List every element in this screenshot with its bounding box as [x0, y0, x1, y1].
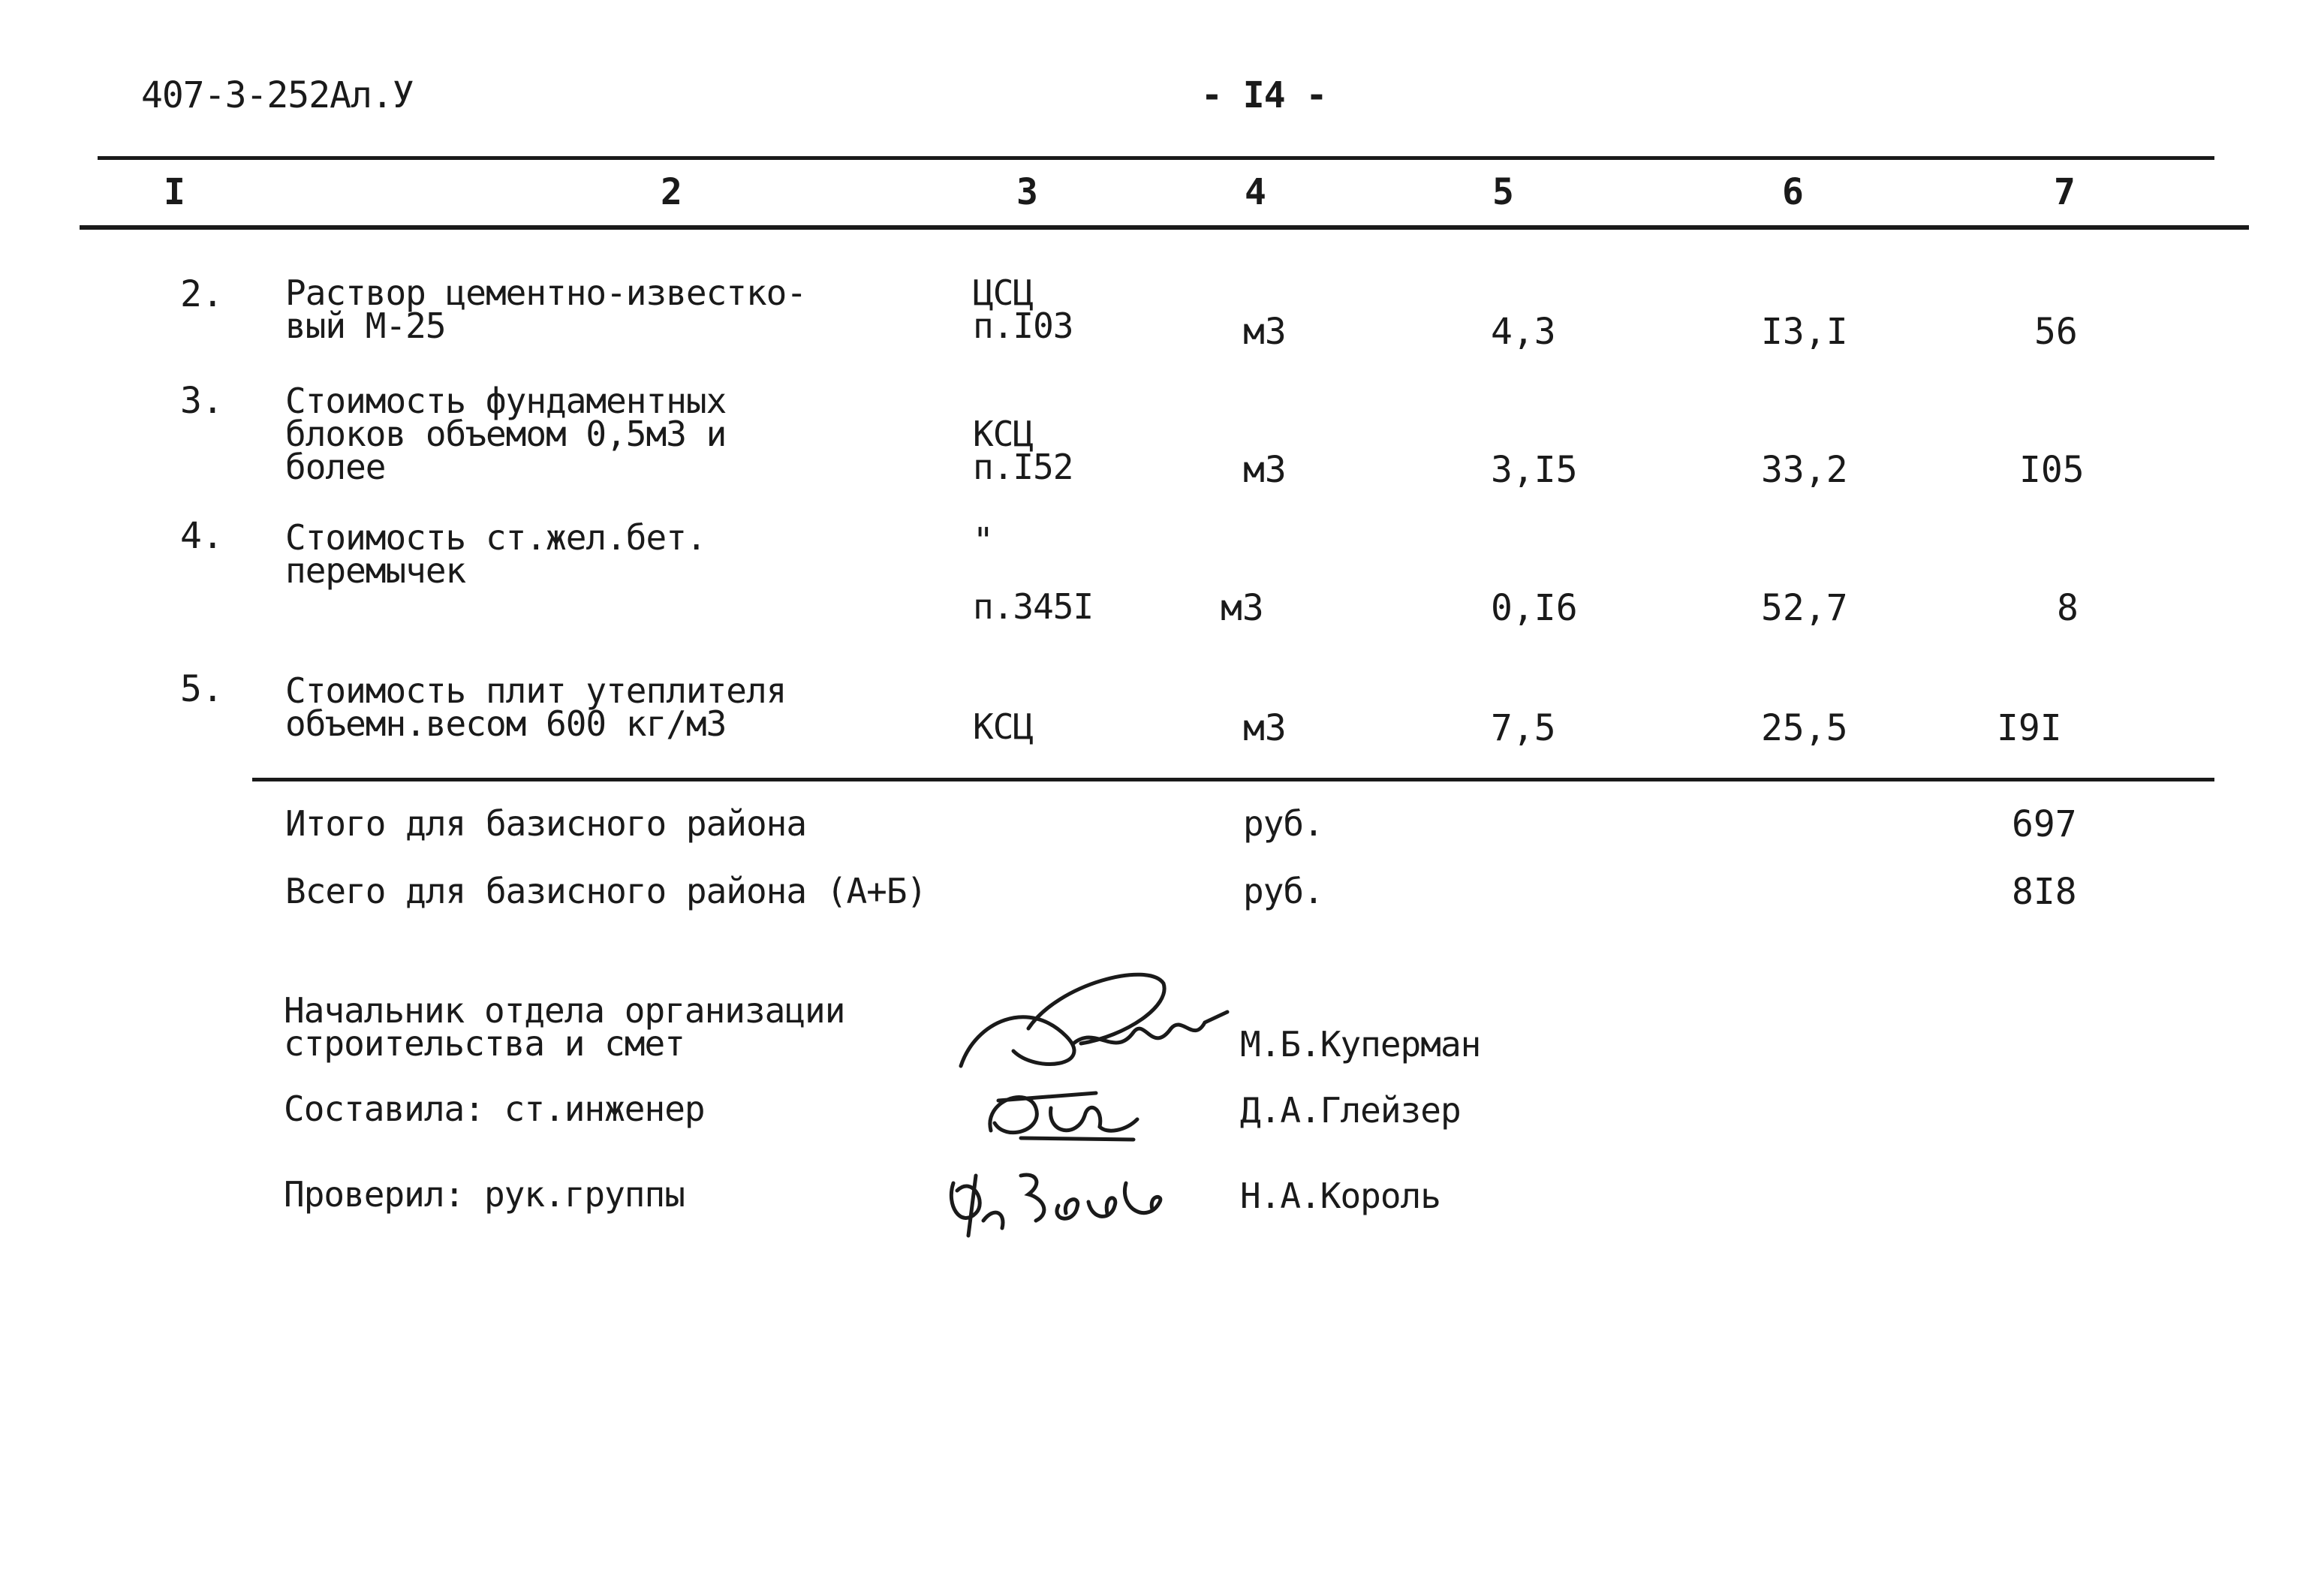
row-total: I05	[2019, 449, 2085, 491]
column-header-2: 2	[661, 171, 682, 213]
totals-value: 697	[2012, 803, 2077, 845]
document-code: 407-3-252Ал.У	[141, 74, 414, 116]
column-header-5: 5	[1492, 171, 1514, 213]
table-top-rule	[98, 156, 2214, 160]
row-description: Стоимость ст.жел.бет. перемычек	[285, 517, 706, 591]
row-price-source: " п.345I	[973, 520, 1094, 627]
header-bottom-rule	[80, 225, 2249, 230]
signature-role: Проверил: рук.группы	[284, 1174, 685, 1215]
row-number: 5.	[180, 668, 224, 710]
row-description: Стоимость плит утеплителя объемн.весом 600 кг/м3	[285, 670, 787, 744]
row-unit: м3	[1243, 449, 1287, 491]
row-unit: м3	[1221, 587, 1264, 629]
signature-handwriting	[976, 1078, 1148, 1146]
row-price-source: КСЦ п.I52	[973, 414, 1073, 487]
totals-unit: руб.	[1243, 871, 1323, 911]
totals-label: Итого для базисного района	[285, 803, 807, 844]
page-number: - I4 -	[1201, 74, 1327, 116]
row-unit: м3	[1243, 707, 1287, 749]
row-quantity: 4,3	[1491, 311, 1556, 353]
totals-value: 8I8	[2012, 871, 2077, 913]
signatory-name: Н.А.Король	[1240, 1176, 1440, 1216]
signatory-name: М.Б.Куперман	[1240, 1024, 1481, 1065]
signature-role: Начальник отдела организации строительства и смет	[284, 990, 845, 1064]
row-unit: м3	[1243, 311, 1287, 353]
column-header-6: 6	[1782, 171, 1804, 213]
row-price-source: КСЦ	[973, 706, 1034, 747]
row-total: 8	[2057, 587, 2079, 629]
row-total: 56	[2034, 311, 2078, 353]
signatory-name: Д.А.Глейзер	[1240, 1090, 1461, 1131]
row-quantity: 0,I6	[1491, 587, 1578, 629]
row-price-source: ЦСЦ п.I03	[973, 273, 1073, 346]
signature-role: Составила: ст.инженер	[284, 1089, 705, 1129]
signature-handwriting	[931, 1161, 1179, 1243]
row-number: 4.	[180, 515, 224, 557]
row-total: I9I	[1997, 707, 2062, 749]
column-header-1: I	[164, 171, 185, 213]
column-header-4: 4	[1245, 171, 1266, 213]
column-header-3: 3	[1016, 171, 1038, 213]
row-number: 3.	[180, 380, 224, 422]
signature-handwriting	[946, 953, 1231, 1081]
totals-label: Всего для базисного района (А+Б)	[285, 871, 927, 911]
row-number: 2.	[180, 273, 224, 315]
row-unit-price: I3,I	[1761, 311, 1848, 353]
row-unit-price: 33,2	[1761, 449, 1848, 491]
row-quantity: 3,I5	[1491, 449, 1578, 491]
column-header-7: 7	[2054, 171, 2076, 213]
row-description: Стоимость фундаментных блоков объемом 0,5м3 и более	[285, 381, 727, 487]
table-bottom-rule	[252, 778, 2214, 781]
totals-unit: руб.	[1243, 803, 1323, 844]
row-unit-price: 25,5	[1761, 707, 1848, 749]
row-unit-price: 52,7	[1761, 587, 1848, 629]
row-quantity: 7,5	[1491, 707, 1556, 749]
row-description: Раствор цементно-известко- вый М-25	[285, 273, 807, 346]
